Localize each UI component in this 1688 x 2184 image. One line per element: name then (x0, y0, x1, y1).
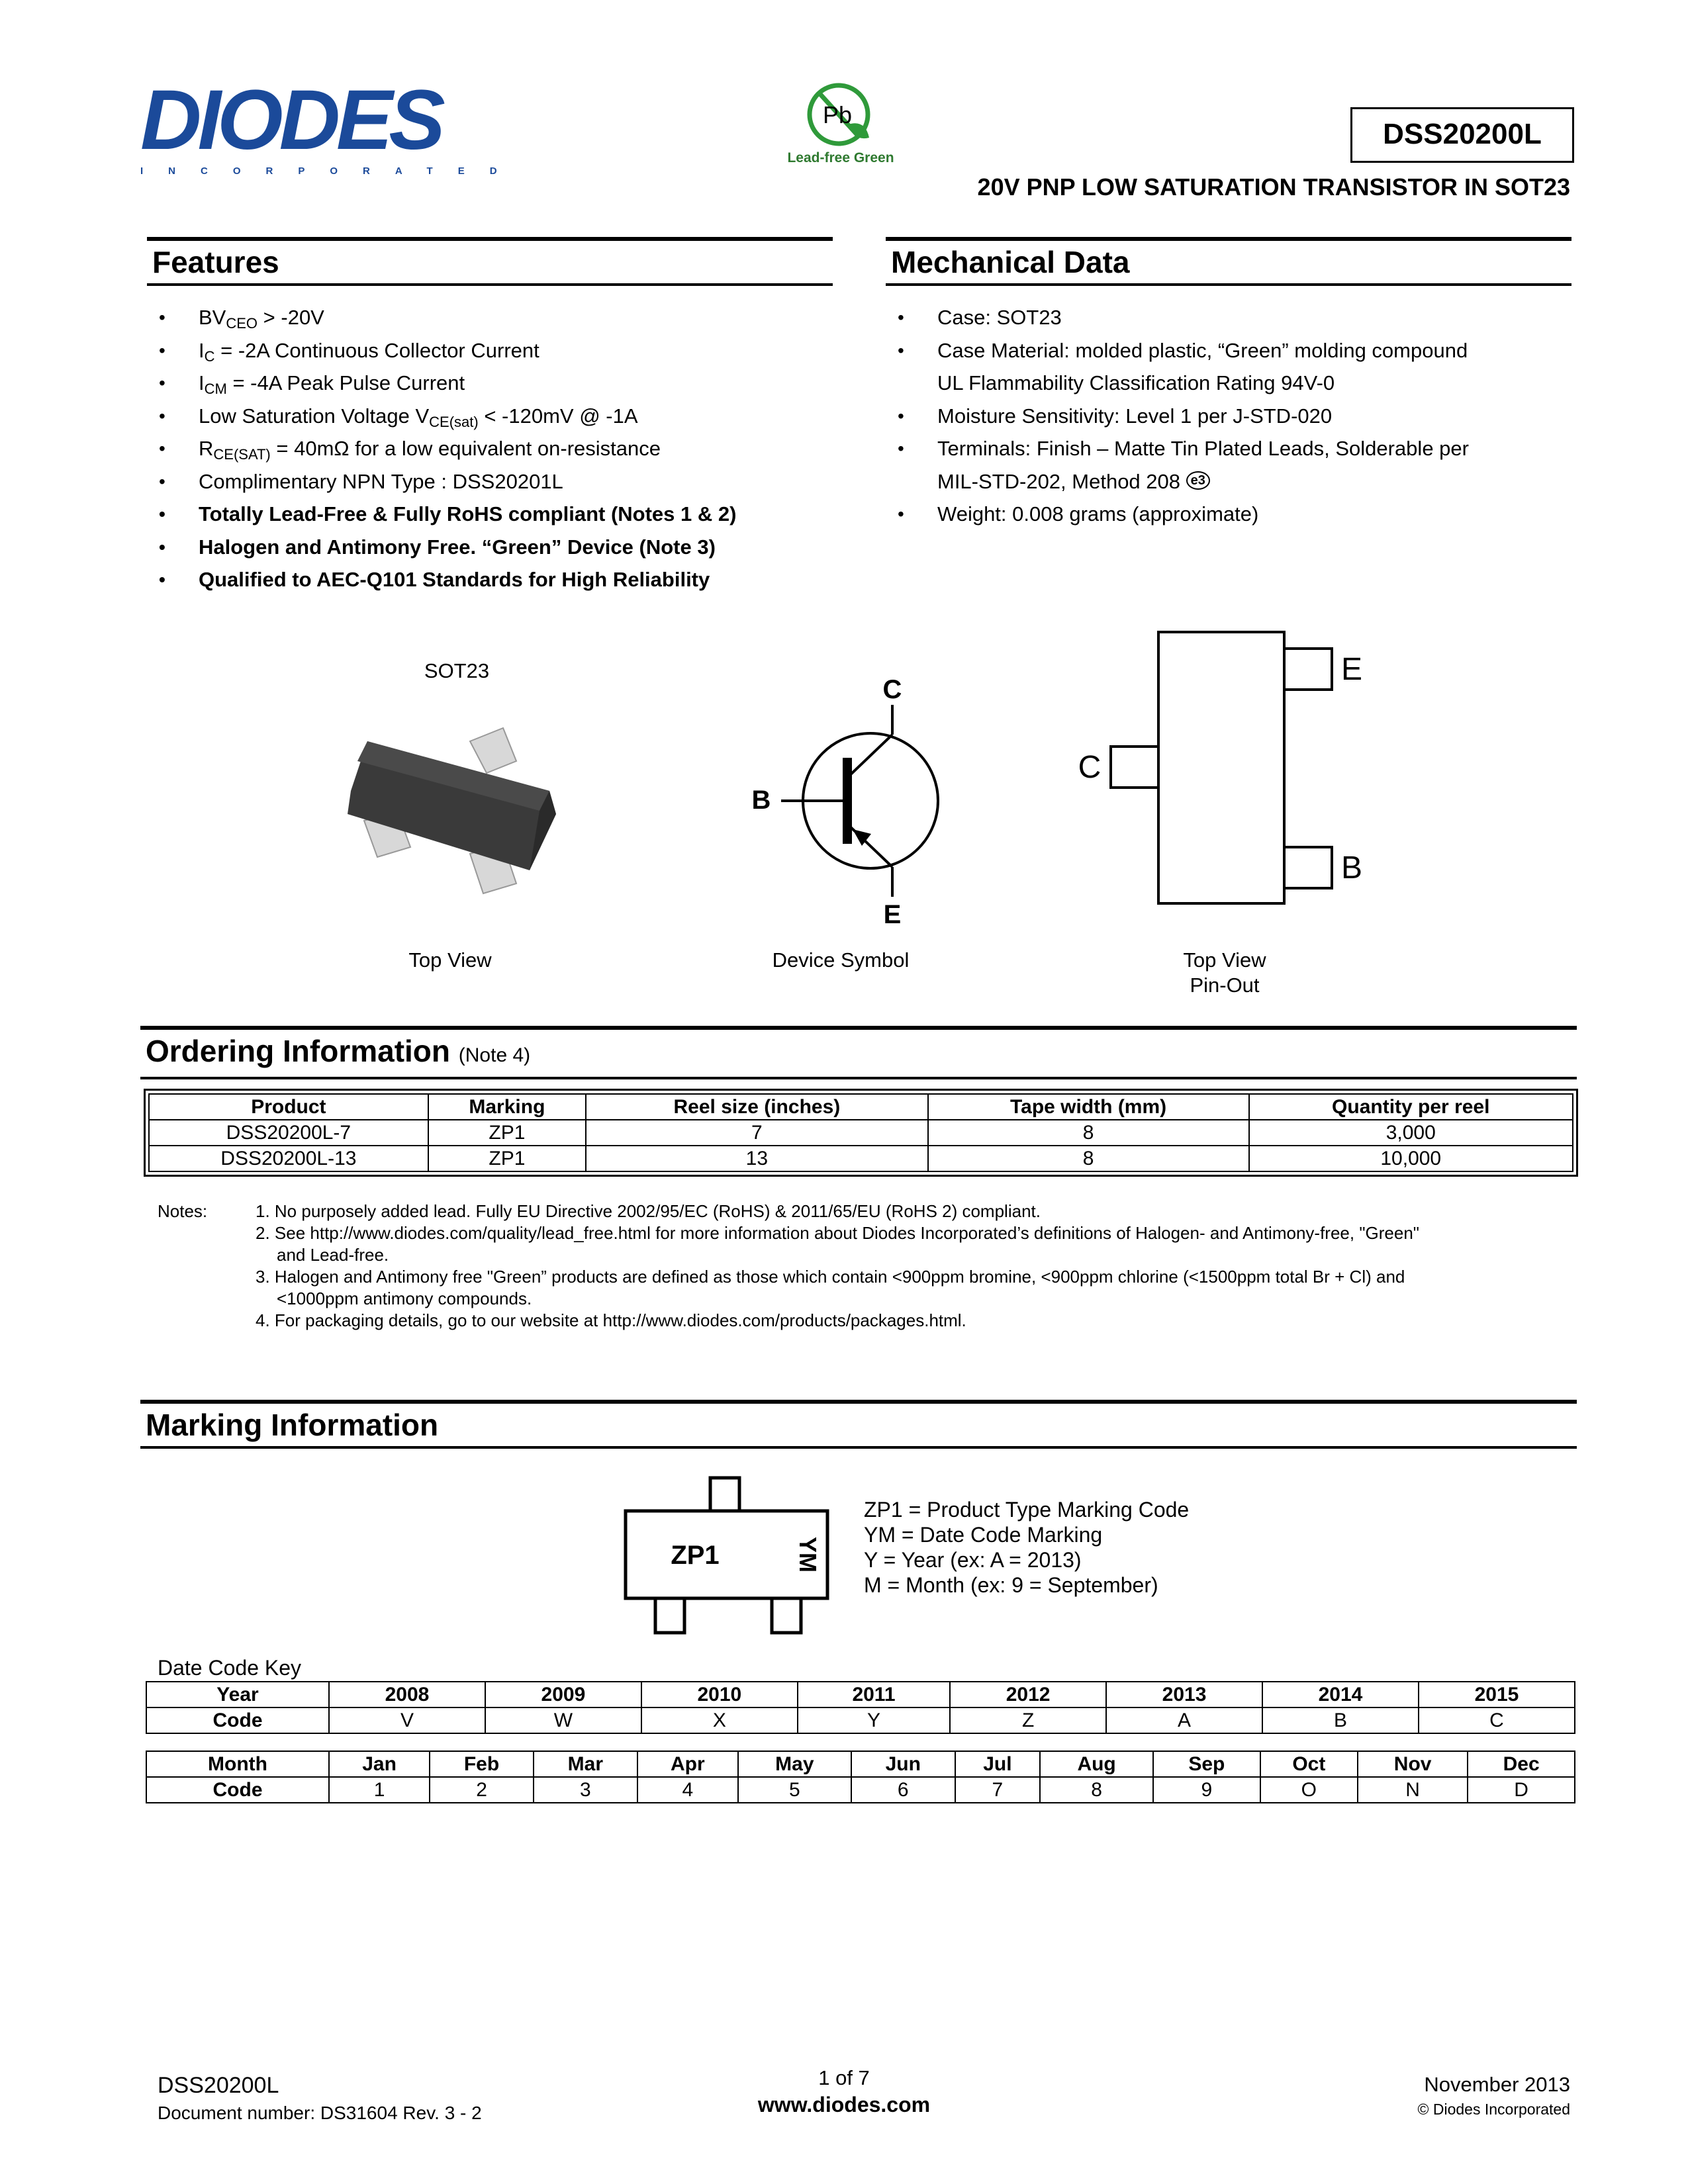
document-subtitle: 20V PNP LOW SATURATION TRANSISTOR IN SOT23 (977, 173, 1570, 201)
features-title: Features (152, 245, 279, 279)
note-item: 1. No purposely added lead. Fully EU Directive 2002/95/EC (RoHS) & 2011/65/EU (RoHS 2) compliant. (256, 1201, 1041, 1221)
table-cell: Mar (534, 1751, 637, 1777)
page-number: 1 of 7 (818, 2066, 870, 2089)
note-item: 3. Halogen and Antimony free "Green” products are defined as those which contain <900ppm bromine, <900ppm chlorine (<1500ppm total Br + Cl) and (256, 1267, 1405, 1287)
legend-item: YM = Date Code Marking (864, 1523, 1103, 1547)
footer-center (712, 2066, 976, 2117)
table-cell: A (1106, 1707, 1262, 1733)
feature-item: • Halogen and Antimony Free. “Green” Device (Note 3) (147, 531, 835, 564)
table-cell: 8 (1040, 1777, 1153, 1803)
table-cell: Jun (851, 1751, 955, 1777)
footer-part-number: DSS20200L (158, 2073, 279, 2098)
table-cell: 6 (851, 1777, 955, 1803)
table-cell: 1 (329, 1777, 430, 1803)
feature-item: • $BV_{CEO} > -20V$ (147, 301, 835, 334)
column-header: Quantity per reel (1249, 1094, 1573, 1120)
lead-free-icon (804, 78, 877, 151)
table-cell: 2009 (485, 1682, 641, 1707)
table-cell: May (738, 1751, 851, 1777)
table-cell: 2008 (329, 1682, 485, 1707)
table-cell: Code (146, 1777, 329, 1803)
top-view-caption: Top View (408, 948, 492, 972)
feature-item: • $I_C = -2A$ Continuous Collector Current (147, 334, 835, 367)
table-cell: Jan (329, 1751, 430, 1777)
table-cell: Apr (637, 1751, 738, 1777)
table-cell: Nov (1358, 1751, 1468, 1777)
table-cell: V (329, 1707, 485, 1733)
table-cell: 2012 (950, 1682, 1106, 1707)
table-row (146, 1682, 1575, 1707)
legend-item: Y = Year (ex: A = 2013) (864, 1548, 1082, 1572)
legend-item: M = Month (ex: 9 = September) (864, 1573, 1158, 1597)
column-header: Reel size (inches) (586, 1094, 928, 1120)
table-cell: Feb (430, 1751, 534, 1777)
footer-date: November 2013 (1424, 2073, 1570, 2096)
base-label: B (751, 786, 771, 815)
table-cell: Jul (955, 1751, 1041, 1777)
ordering-header (140, 1026, 1577, 1079)
part-number-box: DSS20200L (1350, 107, 1574, 163)
notes-list (256, 1201, 1573, 1332)
marking-legend (864, 1497, 1189, 1598)
table-row (146, 1777, 1575, 1803)
mechanical-header (886, 237, 1571, 286)
legend-item: ZP1 = Product Type Marking Code (864, 1498, 1190, 1522)
mechanical-title: Mechanical Data (891, 245, 1130, 279)
table-cell: X (641, 1707, 798, 1733)
table-cell: 9 (1153, 1777, 1260, 1803)
footer-doc-number: Document number: DS31604 Rev. 3 - 2 (158, 2103, 482, 2123)
ordering-title: Ordering Information (Note 4) (146, 1034, 531, 1068)
feature-item: • Low Saturation Voltage $V_{CE(sat)} < -120mV$ @ -1A (147, 400, 835, 433)
table-cell: 2015 (1419, 1682, 1575, 1707)
table-cell: Oct (1260, 1751, 1358, 1777)
marking-header (140, 1400, 1577, 1449)
logo-wordmark: DIODES (140, 73, 442, 167)
table-cell: DSS20200L-7 (149, 1120, 428, 1146)
table-header-row (149, 1094, 1573, 1120)
table-cell: Y (798, 1707, 950, 1733)
table-cell: B (1262, 1707, 1419, 1733)
table-cell: 7 (955, 1777, 1041, 1803)
mechanical-item: • Case Material: molded plastic, “Green” molding compound UL Flammability Classification Rating 94V-0 (886, 334, 1574, 400)
pinout-diagram (1072, 629, 1377, 913)
feature-item: • $R_{CE(SAT)} = 40m\Omega$ for a low equivalent on-resistance (147, 432, 835, 465)
table-cell: Code (146, 1707, 329, 1733)
pinout-c-label: C (1078, 750, 1102, 785)
table-cell: 2010 (641, 1682, 798, 1707)
table-cell: 7 (586, 1120, 928, 1146)
column-header: Tape width (mm) (928, 1094, 1249, 1120)
table-row (149, 1120, 1573, 1146)
year-code-table (146, 1681, 1575, 1734)
table-cell: 3,000 (1249, 1120, 1573, 1146)
column-header: Marking (428, 1094, 586, 1120)
table-cell: 2013 (1106, 1682, 1262, 1707)
table-cell: W (485, 1707, 641, 1733)
pb-symbol: Pb (822, 101, 853, 128)
pinout-e-label: E (1340, 652, 1363, 687)
note-item: and Lead-free. (277, 1245, 389, 1265)
package-label: SOT23 (424, 659, 490, 682)
table-row (146, 1751, 1575, 1777)
table-cell: 2 (430, 1777, 534, 1803)
note-item: <1000ppm antimony compounds. (277, 1289, 532, 1308)
pinout-caption (1125, 948, 1324, 998)
feature-item: • Complimentary NPN Type : DSS20201L (147, 465, 835, 498)
emitter-label: E (883, 900, 902, 927)
feature-item: • Totally Lead-Free & Fully RoHS compliant (Notes 1 & 2) (147, 498, 835, 531)
notes-label: Notes: (158, 1201, 208, 1221)
mechanical-item: • Terminals: Finish – Matte Tin Plated Leads, Solderable per MIL-STD-202, Method 208 e3 (886, 432, 1574, 498)
badge-caption: Lead-free Green (787, 150, 894, 165)
table-cell: 13 (586, 1146, 928, 1171)
footer-website[interactable]: www.diodes.com (757, 2093, 931, 2116)
table-cell: 10,000 (1249, 1146, 1573, 1171)
pinout-b-label: B (1340, 850, 1363, 886)
table-cell: 4 (637, 1777, 738, 1803)
table-cell: D (1468, 1777, 1575, 1803)
table-cell: 5 (738, 1777, 851, 1803)
lead-free-badge (774, 78, 907, 166)
table-cell: C (1419, 1707, 1575, 1733)
pinout-caption-line2: Pin-Out (1190, 974, 1260, 997)
table-cell: ZP1 (428, 1120, 586, 1146)
collector-label: C (882, 675, 902, 704)
table-row (149, 1146, 1573, 1171)
table-row (146, 1707, 1575, 1733)
ordering-note-ref: (Note 4) (458, 1044, 531, 1066)
marking-diagram (622, 1473, 841, 1638)
features-list (147, 301, 835, 596)
table-cell: ZP1 (428, 1146, 586, 1171)
table-cell: O (1260, 1777, 1358, 1803)
date-code-mark: YM (794, 1537, 821, 1572)
footer-left (158, 2073, 482, 2124)
month-code-table (146, 1751, 1575, 1803)
table-cell: Aug (1040, 1751, 1153, 1777)
mechanical-item: • Case: SOT23 (886, 301, 1574, 334)
feature-item: • Qualified to AEC-Q101 Standards for High Reliability (147, 563, 835, 596)
table-cell: Month (146, 1751, 329, 1777)
marking-title: Marking Information (146, 1408, 439, 1442)
e3-mark: e3 (1186, 471, 1210, 490)
date-code-key-label: Date Code Key (158, 1656, 302, 1680)
ordering-table (148, 1093, 1573, 1172)
pinout-caption-line1: Top View (1183, 948, 1266, 972)
table-cell: 3 (534, 1777, 637, 1803)
sot23-package-image (338, 715, 569, 913)
column-header: Product (149, 1094, 428, 1120)
marking-code: ZP1 (671, 1541, 720, 1570)
ordering-table-frame (144, 1089, 1578, 1177)
device-symbol-diagram (741, 668, 953, 927)
company-logo (140, 73, 522, 177)
footer-copyright: © Diodes Incorporated (1417, 2101, 1570, 2118)
note-item: 2. See http://www.diodes.com/quality/lead_free.html for more information about Diodes Incorporated’s definitions of Halogen- and Antimony-free, "Green" (256, 1223, 1420, 1243)
mechanical-list (886, 301, 1574, 531)
feature-item: • $I_{CM} = -4A$ Peak Pulse Current (147, 367, 835, 400)
device-symbol-caption: Device Symbol (772, 948, 910, 972)
features-header (147, 237, 833, 286)
table-cell: 2014 (1262, 1682, 1419, 1707)
table-cell: Z (950, 1707, 1106, 1733)
mechanical-item: • Weight: 0.008 grams (approximate) (886, 498, 1574, 531)
note-item: 4. For packaging details, go to our website at http://www.diodes.com/products/packages.html. (256, 1310, 966, 1330)
table-cell: 8 (928, 1146, 1249, 1171)
table-cell: Year (146, 1682, 329, 1707)
table-cell: 2011 (798, 1682, 950, 1707)
table-cell: N (1358, 1777, 1468, 1803)
table-cell: DSS20200L-13 (149, 1146, 428, 1171)
table-cell: Dec (1468, 1751, 1575, 1777)
logo-subtitle: INCORPORATED (140, 165, 522, 177)
table-cell: Sep (1153, 1751, 1260, 1777)
table-cell: 8 (928, 1120, 1249, 1146)
footer-right (1418, 2073, 1570, 2118)
mechanical-item: • Moisture Sensitivity: Level 1 per J-STD-020 (886, 400, 1574, 433)
